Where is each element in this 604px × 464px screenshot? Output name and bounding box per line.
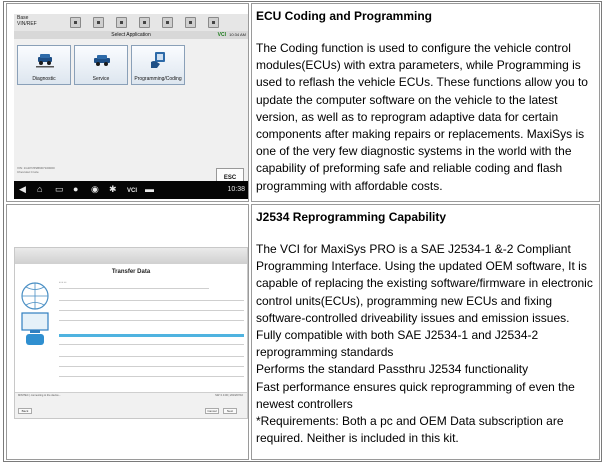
window-titlebar [15,248,247,264]
status-left: MINITEC | connecting to the device... [18,394,61,397]
print-icon[interactable] [139,17,150,28]
section-paragraph: Performs the standard Passthru J2534 functionality [256,362,529,377]
cancel-button[interactable]: Cancel [205,408,219,414]
tablet-screenshot [14,14,248,199]
browser-icon[interactable]: ● [73,184,79,194]
save-icon[interactable] [185,17,196,28]
divider [59,344,244,345]
divider [59,310,244,311]
ecu-coding-text-cell [251,3,600,202]
window-title: Select Application [14,31,248,39]
home-icon[interactable] [70,17,81,28]
divider [59,376,244,377]
tablet-toolbar [14,14,248,31]
vci-nav-label: VCI [127,188,138,194]
diagnostic-tile[interactable] [17,45,71,85]
help-icon[interactable] [162,17,173,28]
esc-button[interactable]: ESC [216,168,244,188]
section-heading: J2534 Reprogramming Capability [256,210,447,224]
section-paragraph: *Requirements: Both a pc and OEM Data subscription are required. Neither is included in this kit. [256,414,564,446]
tablet-brand: Base VIN/REF [17,15,37,27]
vehicle-pc-connection-icon [18,278,54,348]
j2534-text-cell [251,204,600,460]
divider [59,356,244,357]
android-nav-bar [14,181,248,199]
status-right: SW: 0.0.00 | 2019/07/10 [215,394,243,397]
back-icon[interactable] [93,17,104,28]
recent-apps-icon[interactable]: ▭ [55,184,64,194]
status-time: 10:38 [227,186,245,193]
divider [59,300,244,301]
back-arrow-icon[interactable]: ◀ [19,184,26,194]
divider [59,320,244,321]
window-title: Transfer Data [111,269,151,275]
car-lift-icon [35,51,55,69]
camera-icon[interactable]: ◉ [91,184,99,194]
j2534-screenshot-cell [6,204,249,460]
section-heading: ECU Coding and Programming [256,9,433,23]
progress-bar [59,334,244,337]
car-service-icon [92,51,112,69]
spec-table [3,1,602,462]
section-paragraph: The VCI for MaxiSys PRO is a SAE J2534-1 &-2 Compliant Programming Interface. Using the updated OEM software, It is capable of replacing the existing software/firmware in electronic control units(ECUs), programming new ECUs and fixing software-controlled driveability issues and emission issues. [256,242,593,325]
service-tile[interactable] [74,45,128,85]
service-label: Service [92,76,110,82]
detail-text: ▪ ▪ ▪ ▪ ▪ [59,281,67,284]
ecu-coding-screenshot-cell [6,3,249,202]
section-paragraph: Fast performance ensures quick reprogramming of even the newest controllers [256,379,575,411]
car-nav-icon[interactable]: ▬ [145,184,154,194]
divider [59,288,209,289]
header-time: 10:34 AM [229,32,246,37]
diagnostic-label: Diagnostic [32,76,56,82]
edit-icon[interactable] [208,17,219,28]
vehicle-info: VIN: 1G1PC5SB9D7100000 Chevrolet Cruze [17,166,55,174]
transfer-data-screenshot [14,247,248,419]
car-icon[interactable] [116,17,127,28]
section-body: The Coding function is used to configure the vehicle control modules(ECUs) with extra parameters, while Programming is used to reflash the vehicle ECUs. These functions allow you to update the computer software on the vehicle to the latest version, as well as to reprogram adaptive data for certain components after making repairs or replacements. MaxiSys is one of the very few diagnostic systems in the world with the capability of preforming safe and reliable coding and flash programming with affordable costs. [256,41,588,193]
programming-coding-label: Programming/Coding [134,76,182,82]
application-panel [14,39,248,181]
section-paragraph: Fully compatible with both SAE J2534-1 and J2534-2 reprogramming standards [256,328,539,360]
programming-coding-tile[interactable] [131,45,185,85]
back-button[interactable]: Back [18,408,32,414]
next-button[interactable]: Next [223,408,237,414]
divider [59,366,244,367]
status-area [15,392,247,418]
settings-icon[interactable]: ✱ [109,184,117,194]
home-icon[interactable]: ⌂ [37,184,43,194]
vci-indicator: VCI [217,32,226,38]
hand-chip-icon [149,51,169,69]
